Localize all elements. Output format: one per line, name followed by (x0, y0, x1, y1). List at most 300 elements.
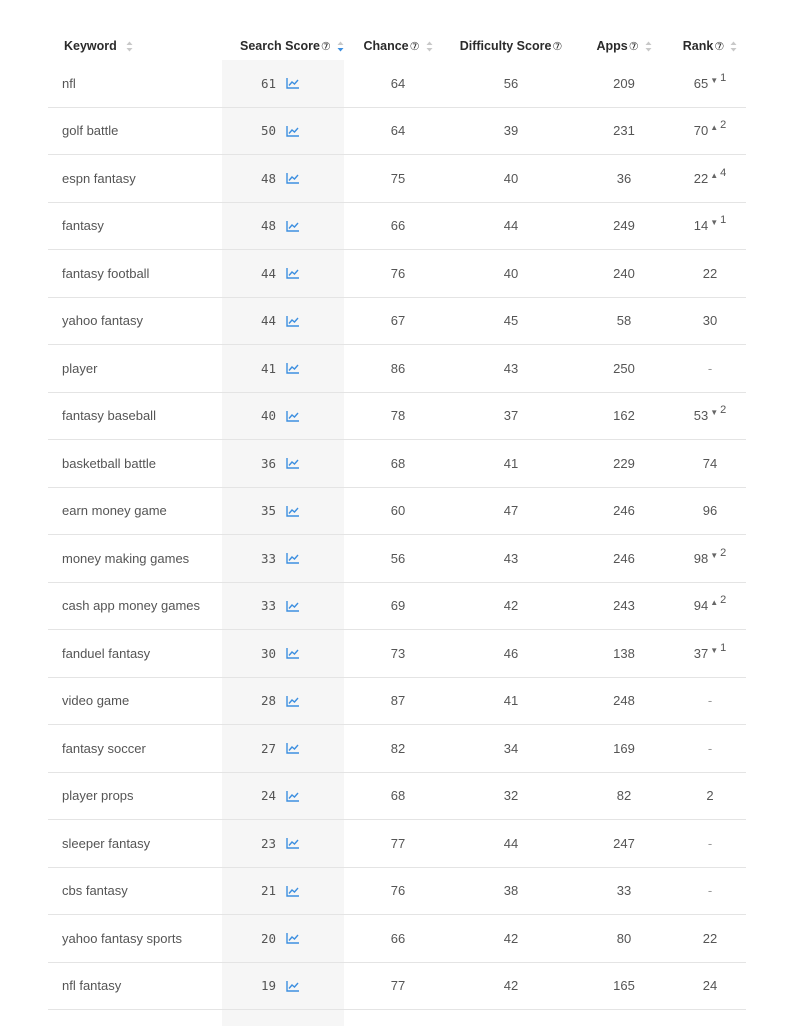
keyword-text: basketball battle (62, 455, 156, 471)
sort-icon[interactable] (645, 41, 652, 52)
search-score-value: 19 (260, 978, 276, 994)
rank-cell (674, 313, 746, 328)
chance-cell (348, 693, 448, 708)
keyword-cell[interactable] (48, 123, 224, 138)
difficulty-cell (448, 313, 574, 328)
search-score-cell (224, 218, 348, 233)
rank-change-value: 1 (720, 71, 727, 84)
keyword-text: fantasy football (62, 265, 150, 281)
rank-down-arrow-icon: ▼ (710, 408, 719, 418)
rank-value: 65 (693, 75, 709, 91)
keyword-cell[interactable] (48, 313, 224, 328)
difficulty-cell (448, 978, 574, 993)
sort-icon[interactable] (730, 41, 737, 52)
search-score-cell (224, 123, 348, 138)
difficulty-cell (448, 693, 574, 708)
info-icon[interactable]: ⑦ (714, 40, 725, 53)
difficulty-cell (448, 171, 574, 186)
difficulty-value: 44 (503, 218, 519, 234)
header-search-score[interactable] (224, 39, 348, 53)
difficulty-cell (448, 551, 574, 566)
apps-cell (574, 551, 674, 566)
keyword-text: fantasy soccer (62, 740, 146, 756)
rank-cell (674, 978, 746, 993)
keyword-cell[interactable] (48, 836, 224, 851)
trend-chart-icon[interactable] (286, 220, 300, 232)
trend-chart-icon[interactable] (286, 790, 300, 802)
rank-value: - (707, 360, 713, 376)
apps-value: 249 (613, 218, 635, 234)
table-row[interactable] (48, 440, 746, 488)
apps-cell (574, 123, 674, 138)
trend-chart-icon[interactable] (286, 742, 300, 754)
trend-chart-icon[interactable] (286, 172, 300, 184)
search-score-value: 23 (260, 835, 276, 851)
difficulty-value: 39 (503, 123, 519, 139)
apps-value: 169 (613, 740, 635, 756)
rank-value: - (707, 883, 713, 899)
keyword-table (48, 32, 746, 1010)
rank-change-value: 4 (720, 166, 727, 179)
chance-value: 66 (390, 218, 406, 234)
search-score-cell (224, 836, 348, 851)
table-row[interactable] (48, 345, 746, 393)
rank-value: - (707, 740, 713, 756)
chance-cell (348, 361, 448, 376)
keyword-cell[interactable] (48, 266, 224, 281)
table-row[interactable] (48, 773, 746, 821)
chance-cell (348, 646, 448, 661)
header-search-score-label: Search Score (240, 39, 320, 53)
chance-cell (348, 836, 448, 851)
difficulty-cell (448, 123, 574, 138)
chance-cell (348, 883, 448, 898)
rank-cell (674, 836, 746, 851)
keyword-text: golf battle (62, 123, 119, 139)
search-score-cell (224, 598, 348, 613)
search-score-value: 44 (260, 313, 276, 329)
apps-cell (574, 646, 674, 661)
rank-change-value: 2 (720, 546, 727, 559)
info-icon[interactable]: ⑦ (320, 40, 331, 53)
keyword-cell[interactable] (48, 503, 224, 518)
rank-change-value: 1 (720, 214, 727, 227)
difficulty-value: 37 (503, 408, 519, 424)
difficulty-cell (448, 361, 574, 376)
rank-change-value: 2 (720, 119, 727, 132)
table-row[interactable] (48, 155, 746, 203)
chance-cell (348, 408, 448, 423)
rank-cell (674, 594, 746, 614)
rank-value: 22 (702, 930, 718, 946)
search-score-cell (224, 788, 348, 803)
chance-cell (348, 598, 448, 613)
chance-value: 69 (390, 598, 406, 614)
keyword-text: money making games (62, 550, 190, 566)
trend-chart-icon[interactable] (286, 505, 300, 517)
header-apps[interactable] (574, 39, 674, 53)
trend-chart-icon[interactable] (286, 410, 300, 422)
chance-value: 77 (390, 835, 406, 851)
keyword-text: nfl fantasy (62, 978, 122, 994)
table-row[interactable] (48, 203, 746, 251)
difficulty-value: 43 (503, 360, 519, 376)
difficulty-cell (448, 503, 574, 518)
search-score-value: 21 (260, 883, 276, 899)
difficulty-cell (448, 931, 574, 946)
table-row[interactable] (48, 963, 746, 1011)
trend-chart-icon[interactable] (286, 837, 300, 849)
apps-cell (574, 76, 674, 91)
difficulty-value: 41 (503, 693, 519, 709)
rank-down-arrow-icon: ▼ (710, 218, 719, 228)
keyword-cell[interactable] (48, 788, 224, 803)
trend-chart-icon[interactable] (286, 315, 300, 327)
chance-cell (348, 741, 448, 756)
keyword-text: video game (62, 693, 130, 709)
chance-value: 77 (390, 978, 406, 994)
chance-cell (348, 503, 448, 518)
keyword-cell[interactable] (48, 883, 224, 898)
difficulty-cell (448, 741, 574, 756)
chance-value: 87 (390, 693, 406, 709)
keyword-text: earn money game (62, 503, 167, 519)
trend-chart-icon[interactable] (286, 647, 300, 659)
chance-cell (348, 978, 448, 993)
rank-value: 70 (693, 123, 709, 139)
apps-cell (574, 693, 674, 708)
apps-value: 247 (613, 835, 635, 851)
keyword-cell[interactable] (48, 76, 224, 91)
apps-value: 240 (613, 265, 635, 281)
chance-value: 56 (390, 550, 406, 566)
rank-cell (674, 266, 746, 281)
apps-value: 248 (613, 693, 635, 709)
rank-down-arrow-icon: ▼ (710, 550, 719, 560)
apps-cell (574, 503, 674, 518)
chance-cell (348, 266, 448, 281)
rank-value: 98 (693, 550, 709, 566)
difficulty-value: 41 (503, 455, 519, 471)
difficulty-value: 42 (503, 978, 519, 994)
keyword-cell[interactable] (48, 361, 224, 376)
sort-icon[interactable] (426, 41, 433, 52)
rank-cell (674, 641, 746, 661)
table-row[interactable] (48, 725, 746, 773)
table-row[interactable] (48, 915, 746, 963)
rank-cell (674, 931, 746, 946)
search-score-cell (224, 456, 348, 471)
trend-chart-icon[interactable] (286, 885, 300, 897)
difficulty-cell (448, 408, 574, 423)
trend-chart-icon[interactable] (286, 267, 300, 279)
header-difficulty-label: Difficulty Score (459, 39, 552, 53)
keyword-text: nfl (62, 75, 76, 91)
rank-value: - (707, 835, 713, 851)
table-row[interactable] (48, 488, 746, 536)
difficulty-value: 34 (503, 740, 519, 756)
keyword-text: cbs fantasy (62, 883, 128, 899)
trend-chart-icon[interactable] (286, 77, 300, 89)
apps-value: 36 (616, 170, 632, 186)
apps-value: 138 (613, 645, 635, 661)
difficulty-value: 32 (503, 788, 519, 804)
search-score-value: 61 (260, 75, 276, 91)
sort-desc-active-icon[interactable] (337, 41, 344, 52)
search-score-value: 36 (260, 455, 276, 471)
search-score-value: 28 (260, 693, 276, 709)
rank-cell (674, 166, 746, 186)
table-row[interactable] (48, 393, 746, 441)
search-score-value: 50 (260, 123, 276, 139)
keyword-text: fantasy baseball (62, 408, 156, 424)
chance-cell (348, 551, 448, 566)
info-icon[interactable]: ⑦ (409, 40, 420, 53)
apps-cell (574, 218, 674, 233)
header-chance[interactable] (348, 39, 448, 53)
difficulty-cell (448, 788, 574, 803)
keyword-cell[interactable] (48, 551, 224, 566)
search-score-cell (224, 741, 348, 756)
rank-value: 30 (702, 313, 718, 329)
keyword-cell[interactable] (48, 741, 224, 756)
apps-value: 33 (616, 883, 632, 899)
chance-value: 76 (390, 265, 406, 281)
keyword-cell[interactable] (48, 218, 224, 233)
chance-cell (348, 171, 448, 186)
chance-value: 60 (390, 503, 406, 519)
rank-change-value: 2 (720, 594, 727, 607)
difficulty-cell (448, 76, 574, 91)
chance-value: 82 (390, 740, 406, 756)
keyword-cell[interactable] (48, 598, 224, 613)
chance-cell (348, 456, 448, 471)
rank-value: 37 (693, 645, 709, 661)
keyword-cell[interactable] (48, 408, 224, 423)
rank-change-value: 1 (720, 641, 727, 654)
table-row[interactable] (48, 630, 746, 678)
apps-value: 82 (616, 788, 632, 804)
chance-value: 64 (390, 75, 406, 91)
rank-value: 94 (693, 598, 709, 614)
header-rank-label: Rank (682, 39, 714, 53)
apps-cell (574, 598, 674, 613)
keyword-cell[interactable] (48, 646, 224, 661)
rank-value: 2 (706, 788, 714, 804)
trend-chart-icon[interactable] (286, 125, 300, 137)
search-score-value: 41 (260, 360, 276, 376)
apps-cell (574, 836, 674, 851)
chance-value: 75 (390, 170, 406, 186)
info-icon[interactable]: ⑦ (628, 40, 639, 53)
header-rank[interactable] (674, 39, 746, 53)
sort-icon[interactable] (126, 41, 133, 52)
trend-chart-icon[interactable] (286, 932, 300, 944)
difficulty-value: 56 (503, 75, 519, 91)
chance-value: 68 (390, 455, 406, 471)
apps-value: 250 (613, 360, 635, 376)
rank-value: 22 (693, 170, 709, 186)
keyword-cell[interactable] (48, 171, 224, 186)
search-score-value: 44 (260, 265, 276, 281)
table-row[interactable] (48, 583, 746, 631)
trend-chart-icon[interactable] (286, 695, 300, 707)
rank-value: 53 (693, 408, 709, 424)
difficulty-value: 40 (503, 170, 519, 186)
search-score-cell (224, 978, 348, 993)
rank-value: 96 (702, 503, 718, 519)
chance-cell (348, 218, 448, 233)
search-score-value: 40 (260, 408, 276, 424)
difficulty-cell (448, 646, 574, 661)
rank-cell (674, 503, 746, 518)
keyword-text: player (62, 360, 98, 376)
rank-cell (674, 883, 746, 898)
table-row[interactable] (48, 535, 746, 583)
difficulty-cell (448, 456, 574, 471)
difficulty-value: 46 (503, 645, 519, 661)
chance-cell (348, 788, 448, 803)
difficulty-value: 45 (503, 313, 519, 329)
apps-value: 162 (613, 408, 635, 424)
table-row[interactable] (48, 298, 746, 346)
rank-value: 74 (702, 455, 718, 471)
apps-value: 80 (616, 930, 632, 946)
search-score-value: 35 (260, 503, 276, 519)
difficulty-value: 47 (503, 503, 519, 519)
search-score-cell (224, 883, 348, 898)
chance-value: 68 (390, 788, 406, 804)
keyword-cell[interactable] (48, 456, 224, 471)
apps-cell (574, 456, 674, 471)
search-score-cell (224, 646, 348, 661)
rank-cell (674, 546, 746, 566)
search-score-cell (224, 551, 348, 566)
search-score-cell (224, 931, 348, 946)
rank-cell (674, 214, 746, 234)
search-score-cell (224, 693, 348, 708)
rank-value: 24 (702, 978, 718, 994)
chance-cell (348, 123, 448, 138)
search-score-cell (224, 76, 348, 91)
rank-up-arrow-icon: ▲ (710, 123, 719, 133)
keyword-cell[interactable] (48, 978, 224, 993)
trend-chart-icon[interactable] (286, 552, 300, 564)
rank-cell (674, 456, 746, 471)
apps-cell (574, 408, 674, 423)
rank-value: 22 (702, 265, 718, 281)
keyword-text: cash app money games (62, 598, 201, 614)
apps-cell (574, 171, 674, 186)
rank-cell (674, 741, 746, 756)
apps-value: 246 (613, 503, 635, 519)
apps-cell (574, 883, 674, 898)
keyword-text: espn fantasy (62, 170, 136, 186)
search-score-cell (224, 313, 348, 328)
header-keyword[interactable] (48, 39, 224, 53)
difficulty-cell (448, 266, 574, 281)
difficulty-value: 38 (503, 883, 519, 899)
difficulty-cell (448, 598, 574, 613)
table-row[interactable] (48, 820, 746, 868)
chance-cell (348, 76, 448, 91)
chance-value: 73 (390, 645, 406, 661)
table-row[interactable] (48, 250, 746, 298)
header-chance-label: Chance (363, 39, 409, 53)
search-score-value: 33 (260, 550, 276, 566)
apps-cell (574, 978, 674, 993)
chance-value: 78 (390, 408, 406, 424)
rank-cell (674, 71, 746, 91)
rank-value: 14 (693, 218, 709, 234)
apps-cell (574, 266, 674, 281)
keyword-text: yahoo fantasy sports (62, 930, 182, 946)
rank-down-arrow-icon: ▼ (710, 75, 719, 85)
search-score-cell (224, 171, 348, 186)
search-score-cell (224, 503, 348, 518)
keyword-text: sleeper fantasy (62, 835, 151, 851)
trend-chart-icon[interactable] (286, 980, 300, 992)
search-score-value: 48 (260, 218, 276, 234)
table-row[interactable] (48, 678, 746, 726)
chance-value: 86 (390, 360, 406, 376)
apps-value: 231 (613, 123, 635, 139)
rank-cell (674, 788, 746, 803)
difficulty-cell (448, 218, 574, 233)
table-header (48, 32, 746, 60)
search-score-value: 30 (260, 645, 276, 661)
keyword-text: yahoo fantasy (62, 313, 143, 329)
apps-cell (574, 788, 674, 803)
trend-chart-icon[interactable] (286, 457, 300, 469)
header-apps-label: Apps (596, 39, 628, 53)
rank-up-arrow-icon: ▲ (710, 598, 719, 608)
keyword-text: fanduel fantasy (62, 645, 151, 661)
trend-chart-icon[interactable] (286, 600, 300, 612)
rank-cell (674, 119, 746, 139)
rank-cell (674, 404, 746, 424)
apps-value: 58 (616, 313, 632, 329)
table-row[interactable] (48, 868, 746, 916)
difficulty-value: 42 (503, 930, 519, 946)
difficulty-value: 40 (503, 265, 519, 281)
rank-value: - (707, 693, 713, 709)
search-score-value: 48 (260, 170, 276, 186)
rank-cell (674, 693, 746, 708)
search-score-cell (224, 361, 348, 376)
chance-value: 66 (390, 930, 406, 946)
apps-cell (574, 361, 674, 376)
chance-value: 76 (390, 883, 406, 899)
search-score-value: 27 (260, 740, 276, 756)
apps-value: 246 (613, 550, 635, 566)
table-row[interactable] (48, 108, 746, 156)
search-score-value: 20 (260, 930, 276, 946)
rank-down-arrow-icon: ▼ (710, 645, 719, 655)
info-icon[interactable]: ⑦ (552, 40, 563, 53)
keyword-cell[interactable] (48, 931, 224, 946)
search-score-cell (224, 408, 348, 423)
header-difficulty[interactable] (448, 39, 574, 53)
table-body (48, 60, 746, 1010)
difficulty-cell (448, 836, 574, 851)
table-row[interactable] (48, 60, 746, 108)
keyword-cell[interactable] (48, 693, 224, 708)
difficulty-cell (448, 883, 574, 898)
keyword-text: fantasy (62, 218, 104, 234)
chance-cell (348, 313, 448, 328)
trend-chart-icon[interactable] (286, 362, 300, 374)
